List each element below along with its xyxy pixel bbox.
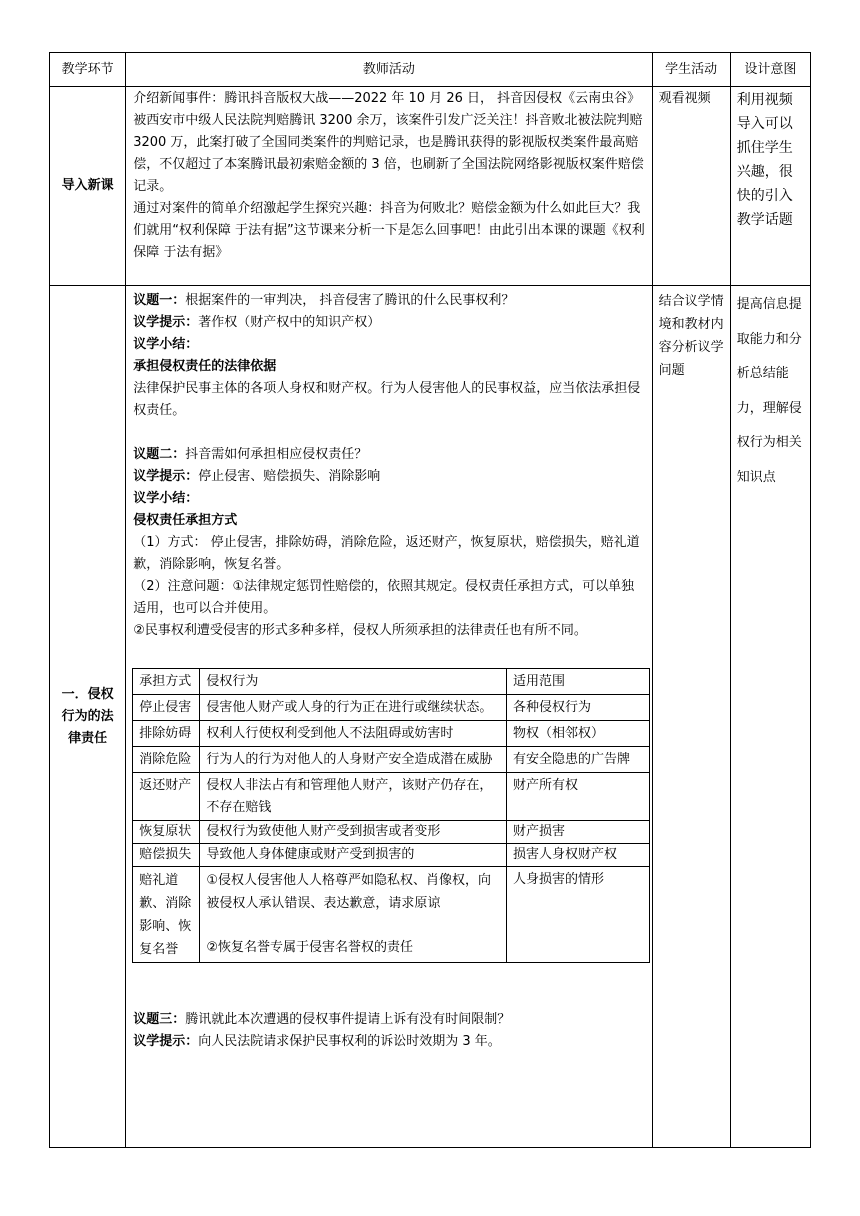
section1-label: 一．侵权行为的法律责任 (50, 286, 126, 1148)
table-row (133, 695, 650, 721)
intro-paragraph-2: 通过对案件的简单介绍激起学生探究兴趣：抖音为何败北？赔偿金额为什么如此巨大？我们就用“权利保障 于法有据”这节课来分析一下是怎么回事吧！由此引出本课的课题《权利保障 于法有据》 (133, 201, 645, 260)
intro-student-activity: 观看视频 (652, 87, 730, 286)
row-scope: 财产损害 (506, 821, 649, 844)
section1-design-intent (730, 286, 810, 1148)
hint1 (133, 312, 646, 334)
th-scope: 适用范围 (506, 669, 649, 695)
header-col-teacher: 教师活动 (126, 53, 652, 87)
row-scope: 物权（相邻权） (506, 721, 649, 747)
ways-2: （2）注意问题：①法律规定惩罚性赔偿的，依照其规定。侵权责任承担方式，可以单独适用，也可以合并使用。 (133, 579, 635, 616)
topic2-label: 议题二： (133, 447, 186, 462)
lesson-plan-table (49, 52, 811, 1148)
intro-teacher-activity (126, 87, 652, 286)
section1-teacher-activity (126, 286, 652, 1148)
table-row (133, 773, 650, 821)
hint3-label: 议学提示： (133, 1034, 199, 1049)
row-act: 侵权人非法占有和管理他人财产，该财产仍存在，不存在赔钱 (200, 773, 507, 821)
ways-3: ②民事权利遭受侵害的形式多种多样，侵权人所须承担的法律责任也有所不同。 (133, 623, 587, 638)
row-act: 行为人的行为对他人的人身财产安全造成潜在威胁 (200, 747, 507, 773)
header-col-stage: 教学环节 (50, 53, 126, 87)
hint3-text: 向人民法院请求保护民事权利的诉讼时效期为 3 年。 (198, 1034, 501, 1049)
topic3-label: 议题三： (133, 1012, 186, 1027)
row-scope: 有安全隐患的广告牌 (506, 747, 649, 773)
liability-table (132, 668, 650, 963)
topic2 (133, 444, 646, 466)
row-act: 侵害他人财产或人身的行为正在进行或继续状态。 (200, 695, 507, 721)
topic1-text: 根据案件的一审判决， 抖音侵害了腾讯的什么民事权利？ (185, 293, 515, 308)
row-act: 导致他人身体健康或财产受到损害的 (200, 844, 507, 867)
ways-title: 侵权责任承担方式 (133, 513, 238, 528)
basis-text: 法律保护民事主体的各项人身权和财产权。行为人侵害他人的民事权益，应当依法承担侵权责任。 (133, 381, 641, 418)
intro-design-intent: 利用视频导入可以抓住学生兴趣，很快的引入教学话题 (730, 87, 810, 286)
section1-row (50, 286, 811, 1148)
row-scope: 损害人身权财产权 (506, 844, 649, 867)
summary1-label: 议学小结： (133, 337, 199, 352)
header-row (50, 53, 811, 87)
ways-1: （1）方式： 停止侵害，排除妨碍，消除危险，返还财产，恢复原状，赔偿损失，赔礼道歉，消除影响，恢复名誉。 (133, 535, 640, 572)
hint2 (133, 466, 646, 488)
row-act-part2: ②恢复名誉专属于侵害名誉权的责任 (206, 940, 413, 955)
row-way: 停止侵害 (133, 695, 200, 721)
table-row (133, 844, 650, 867)
section1-student-activity: 结合议学情境和教材内容分析议学问题 (652, 286, 730, 1148)
topic1 (133, 290, 646, 312)
row-act-part1: ①侵权人侵害他人人格尊严如隐私权、肖像权，向被侵权人承认错误、表达歉意，请求原谅 (206, 873, 491, 911)
hint1-text: 著作权（财产权中的知识产权） (198, 315, 381, 330)
row-act (200, 867, 507, 963)
section1-design-text: 提高信息提取能力和分析总结能力，理解侵权行为相关知识点 (736, 297, 802, 485)
table-row (133, 747, 650, 773)
row-way: 返还财产 (133, 773, 200, 821)
summary2-label: 议学小结： (133, 491, 199, 506)
topic2-text: 抖音需如何承担相应侵权责任？ (185, 447, 368, 462)
th-act: 侵权行为 (200, 669, 507, 695)
row-act: 侵权行为致使他人财产受到损害或者变形 (200, 821, 507, 844)
topic1-label: 议题一： (133, 293, 186, 308)
row-scope: 财产所有权 (506, 773, 649, 821)
row-way: 赔礼道歉、消除影响、恢复名誉 (133, 867, 200, 963)
row-scope: 各种侵权行为 (506, 695, 649, 721)
intro-label: 导入新课 (50, 87, 126, 286)
topic3-text: 腾讯就此本次遭遇的侵权事件提请上诉有没有时间限制？ (185, 1012, 511, 1027)
row-act: 权利人行使权利受到他人不法阻碍或妨害时 (200, 721, 507, 747)
topic3 (133, 1009, 646, 1031)
hint3 (133, 1031, 646, 1053)
row-way: 赔偿损失 (133, 844, 200, 867)
row-way: 消除危险 (133, 747, 200, 773)
row-scope: 人身损害的情形 (506, 867, 649, 963)
table-row (133, 867, 650, 963)
row-way: 恢复原状 (133, 821, 200, 844)
intro-row (50, 87, 811, 286)
table-row (133, 821, 650, 844)
table-row (133, 721, 650, 747)
header-col-student: 学生活动 (652, 53, 730, 87)
intro-paragraph-1: 介绍新闻事件：腾讯抖音版权大战——2022 年 10 月 26 日， 抖音因侵权《云南虫谷》被西安市中级人民法院判赔腾讯 3200 余万，该案件引发广泛关注！抖音败北被法院判赔 3200 万，此案打破了全国同类案件的判赔记录，也是腾讯获得的影视版权类案件最高赔偿，不仅超过了本案腾讯最初索赔金额的 3 倍，也刷新了全国法院网络影视版权案件赔偿记录。 (133, 91, 644, 194)
hint1-label: 议学提示： (133, 315, 199, 330)
header-col-design: 设计意图 (730, 53, 810, 87)
basis-title: 承担侵权责任的法律依据 (133, 359, 277, 374)
hint2-text: 停止侵害、赔偿损失、消除影响 (198, 469, 381, 484)
th-way: 承担方式 (133, 669, 200, 695)
liability-table-header (133, 669, 650, 695)
hint2-label: 议学提示： (133, 469, 199, 484)
row-way: 排除妨碍 (133, 721, 200, 747)
